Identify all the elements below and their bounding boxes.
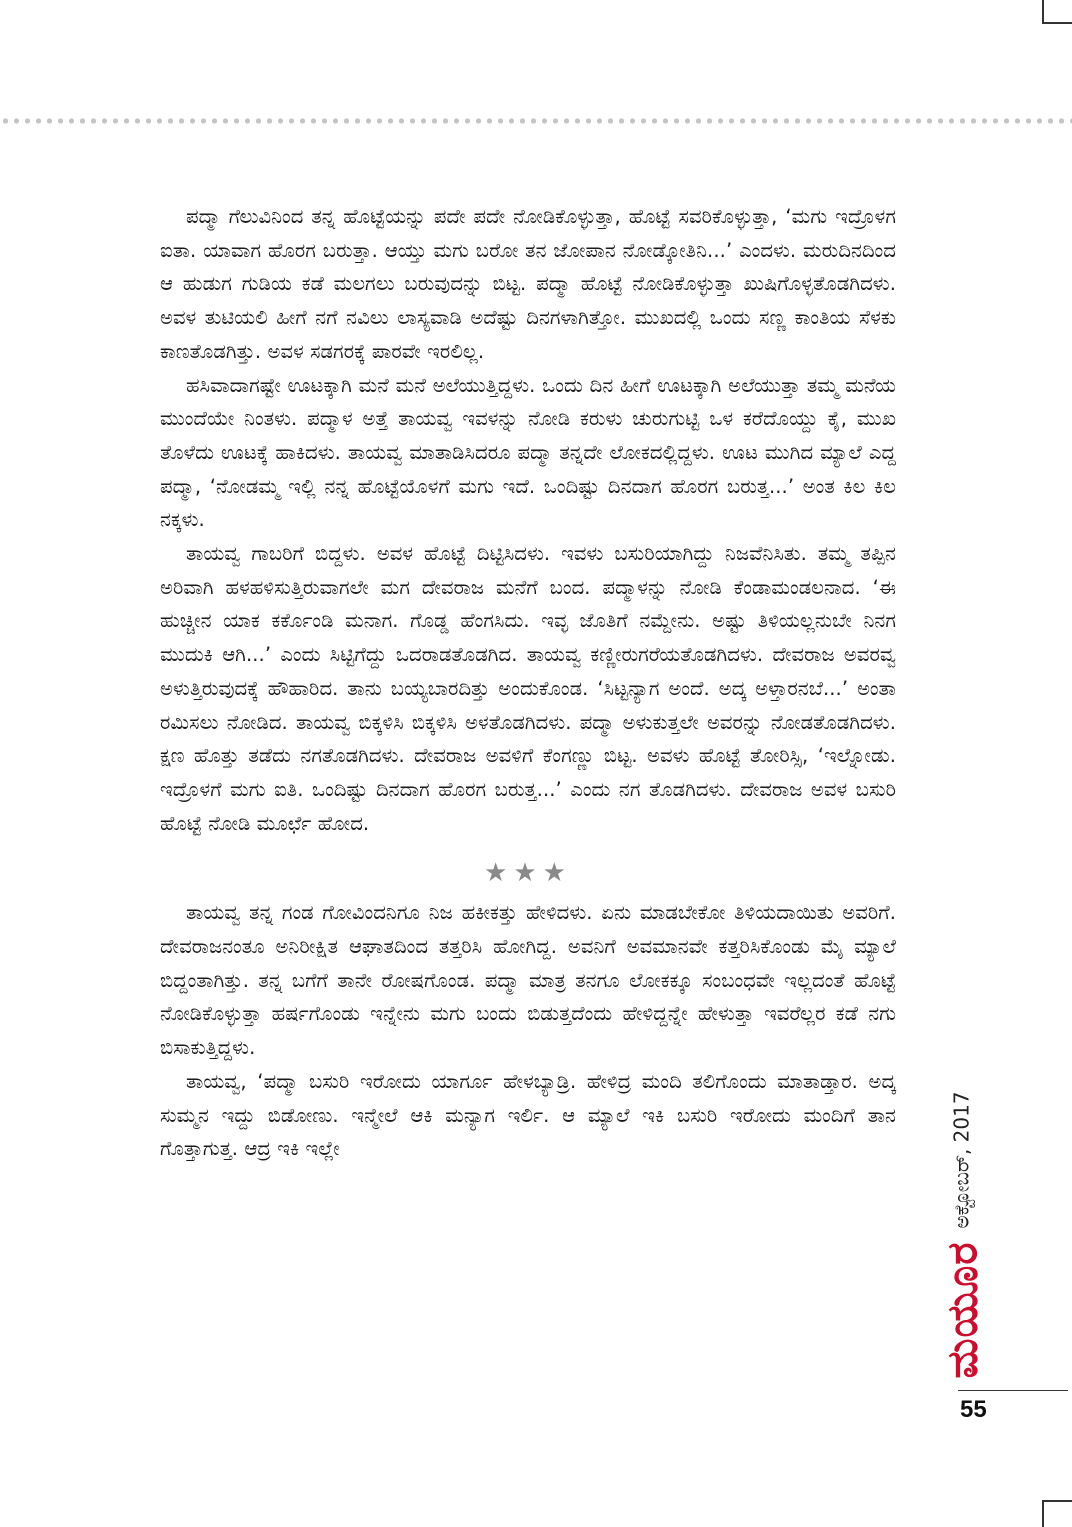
paragraph-5: ತಾಯವ್ವ, ‘ಪದ್ಮಾ ಬಸುರಿ ಇರೋದು ಯಾರ್ಗೂ ಹೇಳಬ್ಯಾಡ್ರಿ. ಹೇಳಿದ್ರ ಮಂದಿ ತಲಿಗೊಂದು ಮಾತಾಡ್ತಾರ. ಅದ್ಕ ಸುಮ್ಮನ ಇದ್ದು ಬಿಡೋಣು. ಇನ್ಮೇಲೆ ಆಕಿ ಮನ್ಯಾಗ ಇರ್ಲಿ. ಆ ಮ್ಯಾಲೆ ಇಕಿ ಬಸುರಿ ಇರೋದು ಮಂದಿಗೆ ತಾನ ಗೊತ್ತಾಗುತ್ತ. ಆದ್ರ ಇಕಿ ಇಲ್ಲೇ — [160, 1069, 896, 1161]
crop-mark-top — [1042, 0, 1072, 24]
dotted-header-rule — [0, 117, 1072, 125]
issue-date-text: ಅಕ್ಟೋಬರ್, 2017 — [950, 1091, 974, 1229]
paragraph-4: ತಾಯವ್ವ ತನ್ನ ಗಂಡ ಗೋವಿಂದನಿಗೂ ನಿಜ ಹಕೀಕತ್ತು ಹೇಳಿದಳು. ಏನು ಮಾಡಬೇಕೋ ತಿಳಿಯದಾಯಿತು ಅವರಿಗೆ. ದೇವರಾಜನಂತೂ ಅನಿರೀಕ್ಷಿತ ಆಘಾತದಿಂದ ತತ್ತರಿಸಿ ಹೋಗಿದ್ದ. ಅವನಿಗೆ ಅವಮಾನವೇ ಕತ್ತರಿಸಿಕೊಂಡು ಮೈ ಮ್ಯಾಲೆ ಬಿದ್ದಂತಾಗಿತ್ತು. ತನ್ನ ಬಗೆಗೆ ತಾನೇ ರೋಷಗೊಂಡ. ಪದ್ಮಾ ಮಾತ್ರ ತನಗೂ ಲೋಕಕ್ಕೂ ಸಂಬಂಧವೇ ಇಲ್ಲದಂತೆ ಹೊಟ್ಟೆ ನೋಡಿಕೊಳ್ಳುತ್ತಾ ಹರ್ಷಗೊಂಡು ಇನ್ನೇನು ಮಗು ಬಂದು ಬಿಡುತ್ತದೆಂದು ಹೇಳಿದ್ದನ್ನೇ ಹೇಳುತ್ತಾ ಇವರೆಲ್ಲರ ಕಡೆ ನಗು ಬಿಸಾಕುತ್ತಿದ್ದಳು. — [160, 901, 897, 1060]
magazine-name: ಮಯೂರ — [937, 1241, 987, 1379]
paragraph-3: ತಾಯವ್ವ ಗಾಬರಿಗೆ ಬಿದ್ದಳು. ಅವಳ ಹೊಟ್ಟೆ ದಿಟ್ಟಿಸಿದಳು. ಇವಳು ಬಸುರಿಯಾಗಿದ್ದು ನಿಜವೆನಿಸಿತು. ತಮ್ಮ ತಪ್ಪಿನ ಅರಿವಾಗಿ ಹಳಹಳಿಸುತ್ತಿರುವಾಗಲೇ ಮಗ ದೇವರಾಜ ಮನೆಗೆ ಬಂದ. ಪದ್ಮಾಳನ್ನು ನೋಡಿ ಕೆಂಡಾಮಂಡಲನಾದ. ‘ಈ ಹುಚ್ಚೀನ ಯಾಕ ಕರ್ಕೊಂಡಿ ಮನಾಗ. ಗೊಡ್ಡ ಹೆಂಗಸಿದು. ಇವ್ಳ ಜೊತಿಗೆ ನಮ್ದೇನು. ಅಷ್ಟು ತಿಳಿಯಲ್ಲನುಬೇ ನಿನಗ ಮುದುಕಿ ಆಗಿ...’ ಎಂದು ಸಿಟ್ಟಿಗೆದ್ದು ಒದರಾಡತೊಡಗಿದ. ತಾಯವ್ವ ಕಣ್ಣೀರುಗರೆಯತೊಡಗಿದಳು. ದೇವರಾಜ ಅವರವ್ವ ಅಳುತ್ತಿರುವುದಕ್ಕೆ ಹೌಹಾರಿದ. ತಾನು ಬಯ್ಯಬಾರದಿತ್ತು ಅಂದುಕೊಂಡ. ‘ಸಿಟ್ಟನ್ಯಾಗ ಅಂದೆ. ಅದ್ಕ ಅಳ್ತಾರನಬೆ...’ ಅಂತಾ ರಮಿಸಲು ನೋಡಿದ. ತಾಯವ್ವ ಬಿಕ್ಕಳಿಸಿ ಬಿಕ್ಕಳಿಸಿ ಅಳತೊಡಗಿದಳು. ಪದ್ಮಾ ಅಳುಕುತ್ತಲೇ ಅವರನ್ನು ನೋಡತೊಡಗಿದಳು. ಕ್ಷಣ ಹೊತ್ತು ತಡೆದು ನಗತೊಡಗಿದಳು. ದೇವರಾಜ ಅವಳಿಗೆ ಕೆಂಗಣ್ಣು ಬಿಟ್ಟ. ಅವಳು ಹೊಟ್ಟೆ ತೋರಿಸ್ಸಿ, ‘ಇಲ್ನೋಡು. ಇದ್ರೊಳಗೆ ಮಗು ಐತಿ. ಒಂದಿಷ್ಟು ದಿನದಾಗ ಹೊರಗ ಬರುತ್ತ...’ ಎಂದು ನಗ ತೊಡಗಿದಳು. ದೇವರಾಜ ಅವಳ ಬಸುರಿ ಹೊಟ್ಟೆ ನೋಡಿ ಮೂರ್ಛೆ ಹೋದ. — [160, 542, 896, 835]
section-divider-stars: ★★★ — [484, 858, 572, 889]
paragraph-2: ಹಸಿವಾದಾಗಷ್ಟೇ ಊಟಕ್ಕಾಗಿ ಮನೆ ಮನೆ ಅಲೆಯುತ್ತಿದ್ದಳು. ಒಂದು ದಿನ ಹೀಗೆ ಊಟಕ್ಕಾಗಿ ಅಲೆಯುತ್ತಾ ತಮ್ಮ ಮನೆಯ ಮುಂದೆಯೇ ನಿಂತಳು. ಪದ್ಮಾಳ ಅತ್ತೆ ತಾಯವ್ವ ಇವಳನ್ನು ನೋಡಿ ಕರುಳು ಚುರುಗುಟ್ಟಿ ಒಳ ಕರೆದೊಯ್ದು ಕೈ, ಮುಖ ತೊಳೆದು ಊಟಕ್ಕೆ ಹಾಕಿದಳು. ತಾಯವ್ವ ಮಾತಾಡಿಸಿದರೂ ಪದ್ಮಾ ತನ್ನದೇ ಲೋಕದಲ್ಲಿದ್ದಳು. ಊಟ ಮುಗಿದ ಮ್ಯಾಲೆ ಎದ್ದ ಪದ್ಮಾ, ‘ನೋಡಮ್ಮ ಇಲ್ಲಿ ನನ್ನ ಹೊಟ್ಟೆಯೊಳಗೆ ಮಗು ಇದೆ. ಒಂದಿಷ್ಟು ದಿನದಾಗ ಹೊರಗ ಬರುತ್ತ...’ ಅಂತ ಕಿಲ ಕಿಲ ನಕ್ಕಳು. — [160, 373, 896, 532]
article-body — [160, 200, 896, 1166]
issue-date — [932, 1080, 992, 1240]
paragraph-1: ಪದ್ಮಾ ಗೆಲುವಿನಿಂದ ತನ್ನ ಹೊಟ್ಟೆಯನ್ನು ಪದೇ ಪದೇ ನೋಡಿಕೊಳ್ಳುತ್ತಾ, ಹೊಟ್ಟೆ ಸವರಿಕೊಳ್ಳುತ್ತಾ, ‘ಮಗು ಇದ್ರೊಳಗ ಐತಾ. ಯಾವಾಗ ಹೊರಗ ಬರುತ್ತಾ. ಆಯ್ತು ಮಗು ಬರೋ ತನ ಜೋಪಾನ ನೋಡ್ಕೋತಿನಿ...’ ಎಂದಳು. ಮರುದಿನದಿಂದ ಆ ಹುಡುಗ ಗುಡಿಯ ಕಡೆ ಮಲಗಲು ಬರುವುದನ್ನು ಬಿಟ್ಟ. ಪದ್ಮಾ ಹೊಟ್ಟೆ ನೋಡಿಕೊಳ್ಳುತ್ತಾ ಖುಷಿಗೊಳ್ಳತೊಡಗಿದಳು. ಅವಳ ತುಟಿಯಲಿ ಹೀಗೆ ನಗೆ ನವಿಲು ಲಾಸ್ಯವಾಡಿ ಅದೆಷ್ಟು ದಿನಗಳಾಗಿತ್ತೋ. ಮುಖದಲ್ಲಿ ಒಂದು ಸಣ್ಣ ಕಾಂತಿಯ ಸೆಳಕು ಕಾಣತೊಡಗಿತ್ತು. ಅವಳ ಸಡಗರಕ್ಕೆ ಪಾರವೇ ಇರಲಿಲ್ಲ. — [160, 205, 896, 363]
page-number: 55 — [960, 1396, 987, 1423]
footer-rule — [958, 1390, 1068, 1391]
magazine-logo — [932, 1240, 992, 1380]
crop-mark-bottom — [1042, 1500, 1072, 1527]
